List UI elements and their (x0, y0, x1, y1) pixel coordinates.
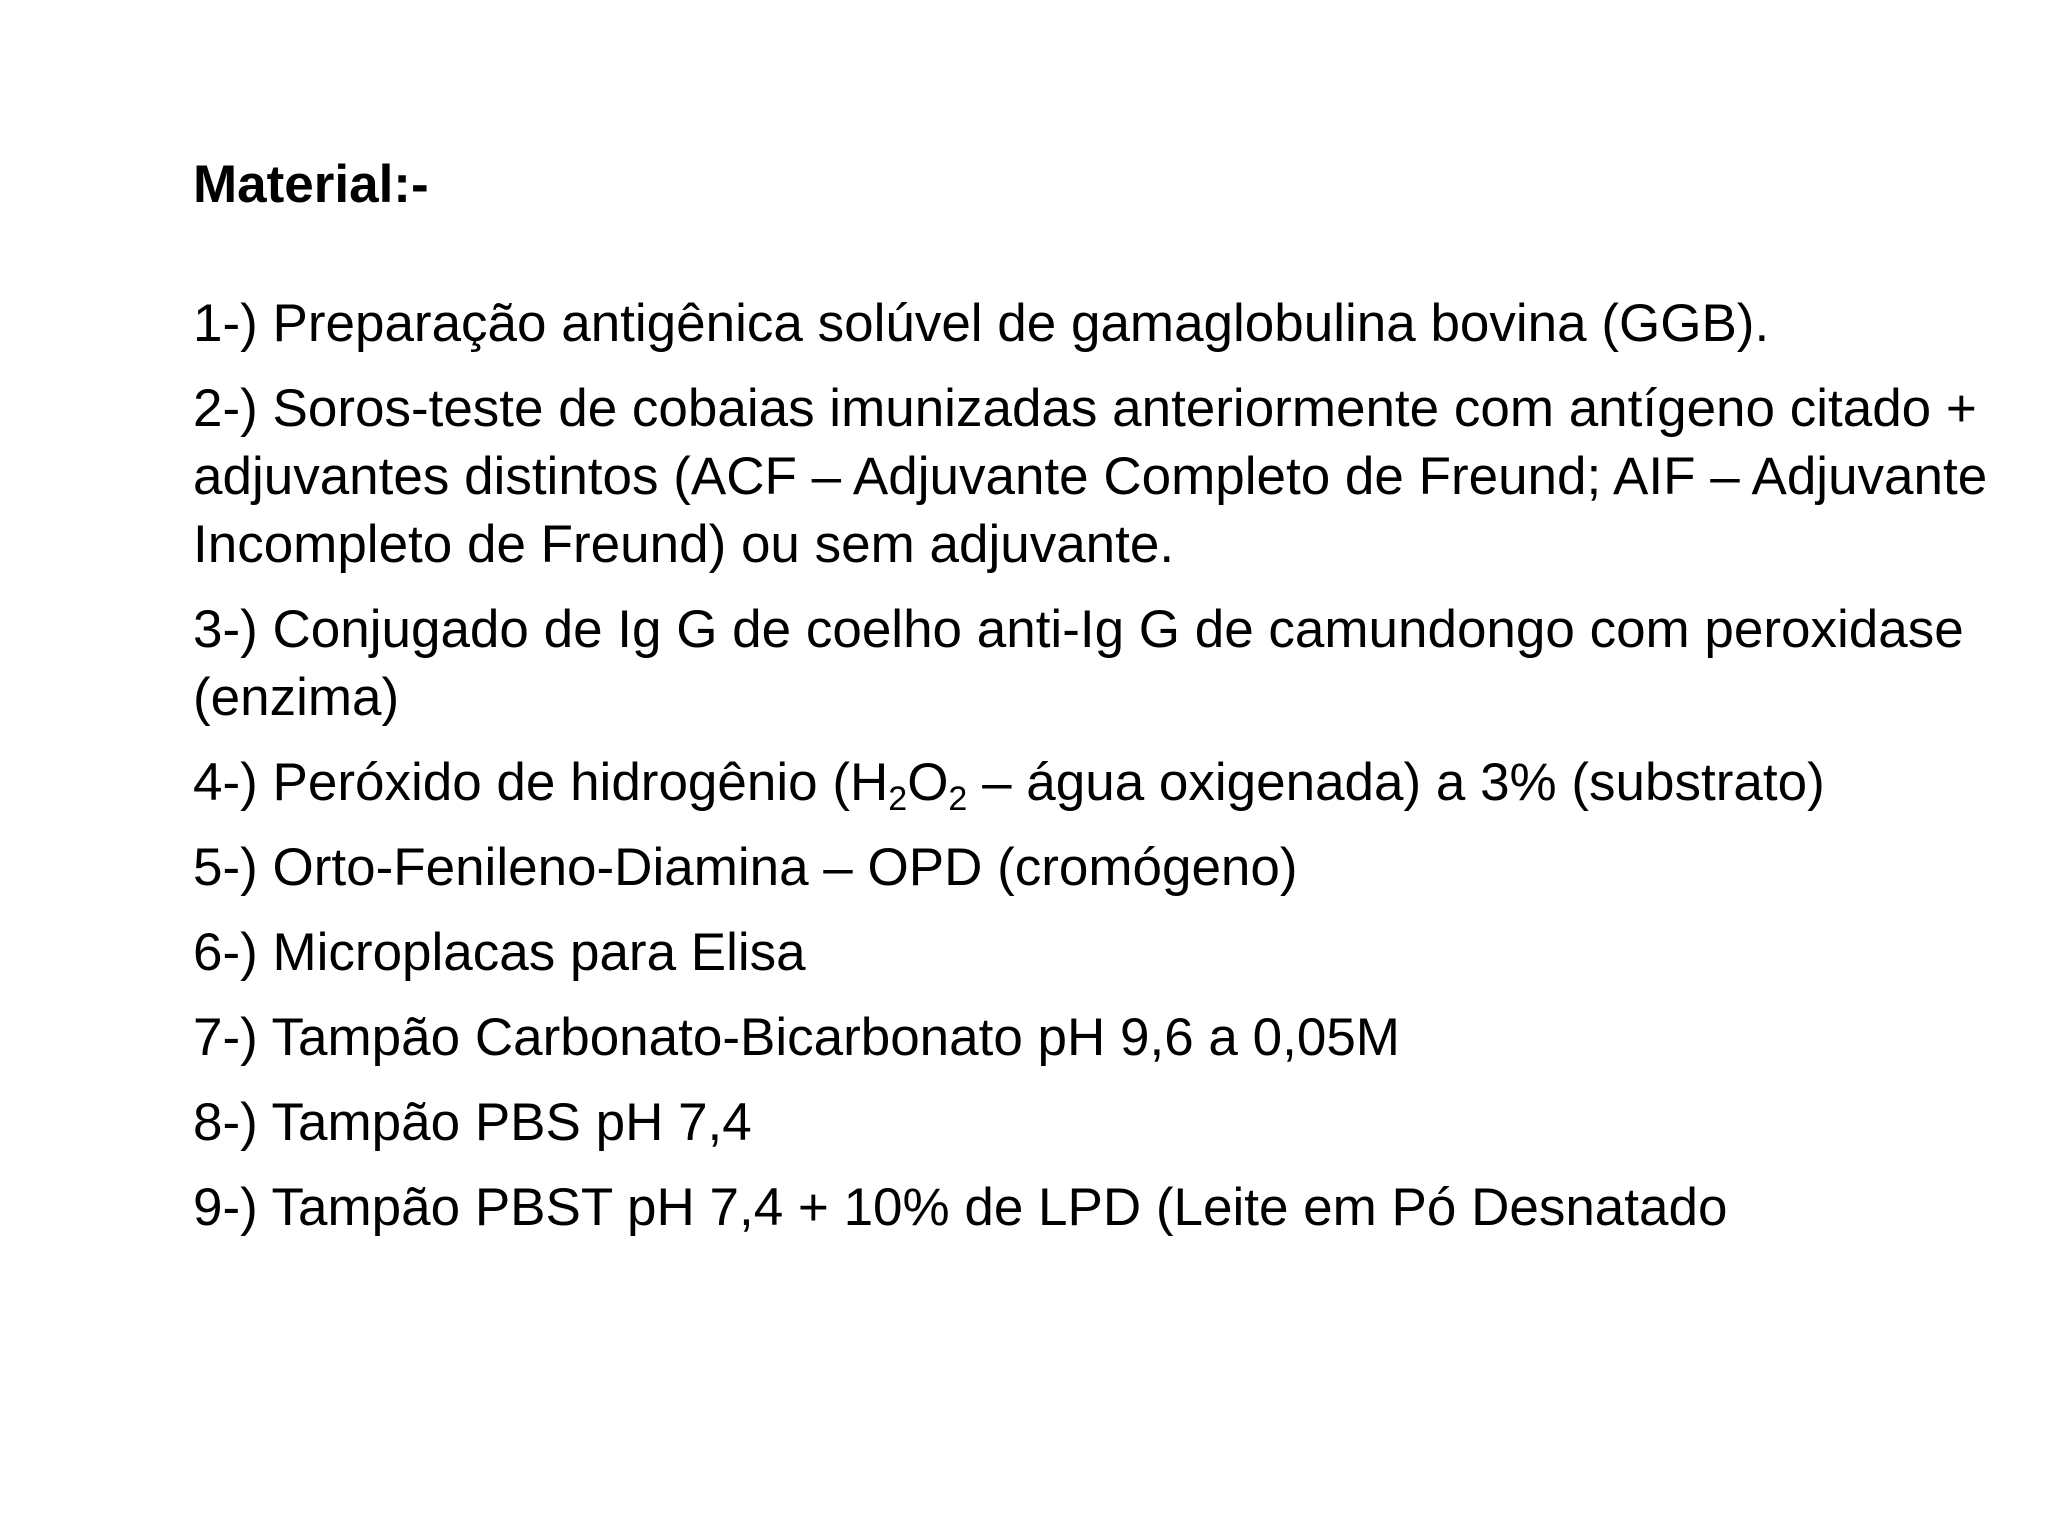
list-item-7: 7-) Tampão Carbonato-Bicarbonato pH 9,6 a 0,05M (193, 1008, 1400, 1067)
list-item-6: 6-) Microplacas para Elisa (193, 923, 806, 982)
page-title: Material:- (193, 155, 429, 214)
list-item-4-text-start: 4-) Peróxido de hidrogênio (H (193, 753, 889, 812)
subscript-2: 2 (948, 780, 968, 818)
list-item-4 (193, 749, 2013, 817)
list-item-4-text-end: – água oxigenada) a 3% (substrato) (967, 753, 1825, 812)
list-item-9: 9-) Tampão PBST pH 7,4 + 10% de LPD (Leite em Pó Desnatado (193, 1178, 1728, 1237)
list-item-5: 5-) Orto-Fenileno-Diamina – OPD (cromógeno) (193, 838, 1298, 897)
list-item-2: 2-) Soros-teste de cobaias imunizadas anteriormente com antígeno citado + adjuvantes distintos (ACF – Adjuvante Completo de Freund; AIF – Adjuvante Incompleto de Freund) ou sem adjuvante. (193, 379, 1988, 574)
list-item-4-oxygen: O (907, 753, 949, 812)
slide-content (193, 150, 2013, 1259)
subscript-2: 2 (888, 780, 908, 818)
list-item-8: 8-) Tampão PBS pH 7,4 (193, 1093, 752, 1152)
list-item-3: 3-) Conjugado de Ig G de coelho anti-Ig G de camundongo com peroxidase (enzima) (193, 600, 1964, 727)
list-item-1: 1-) Preparação antigênica solúvel de gamaglobulina bovina (GGB). (193, 294, 1770, 353)
